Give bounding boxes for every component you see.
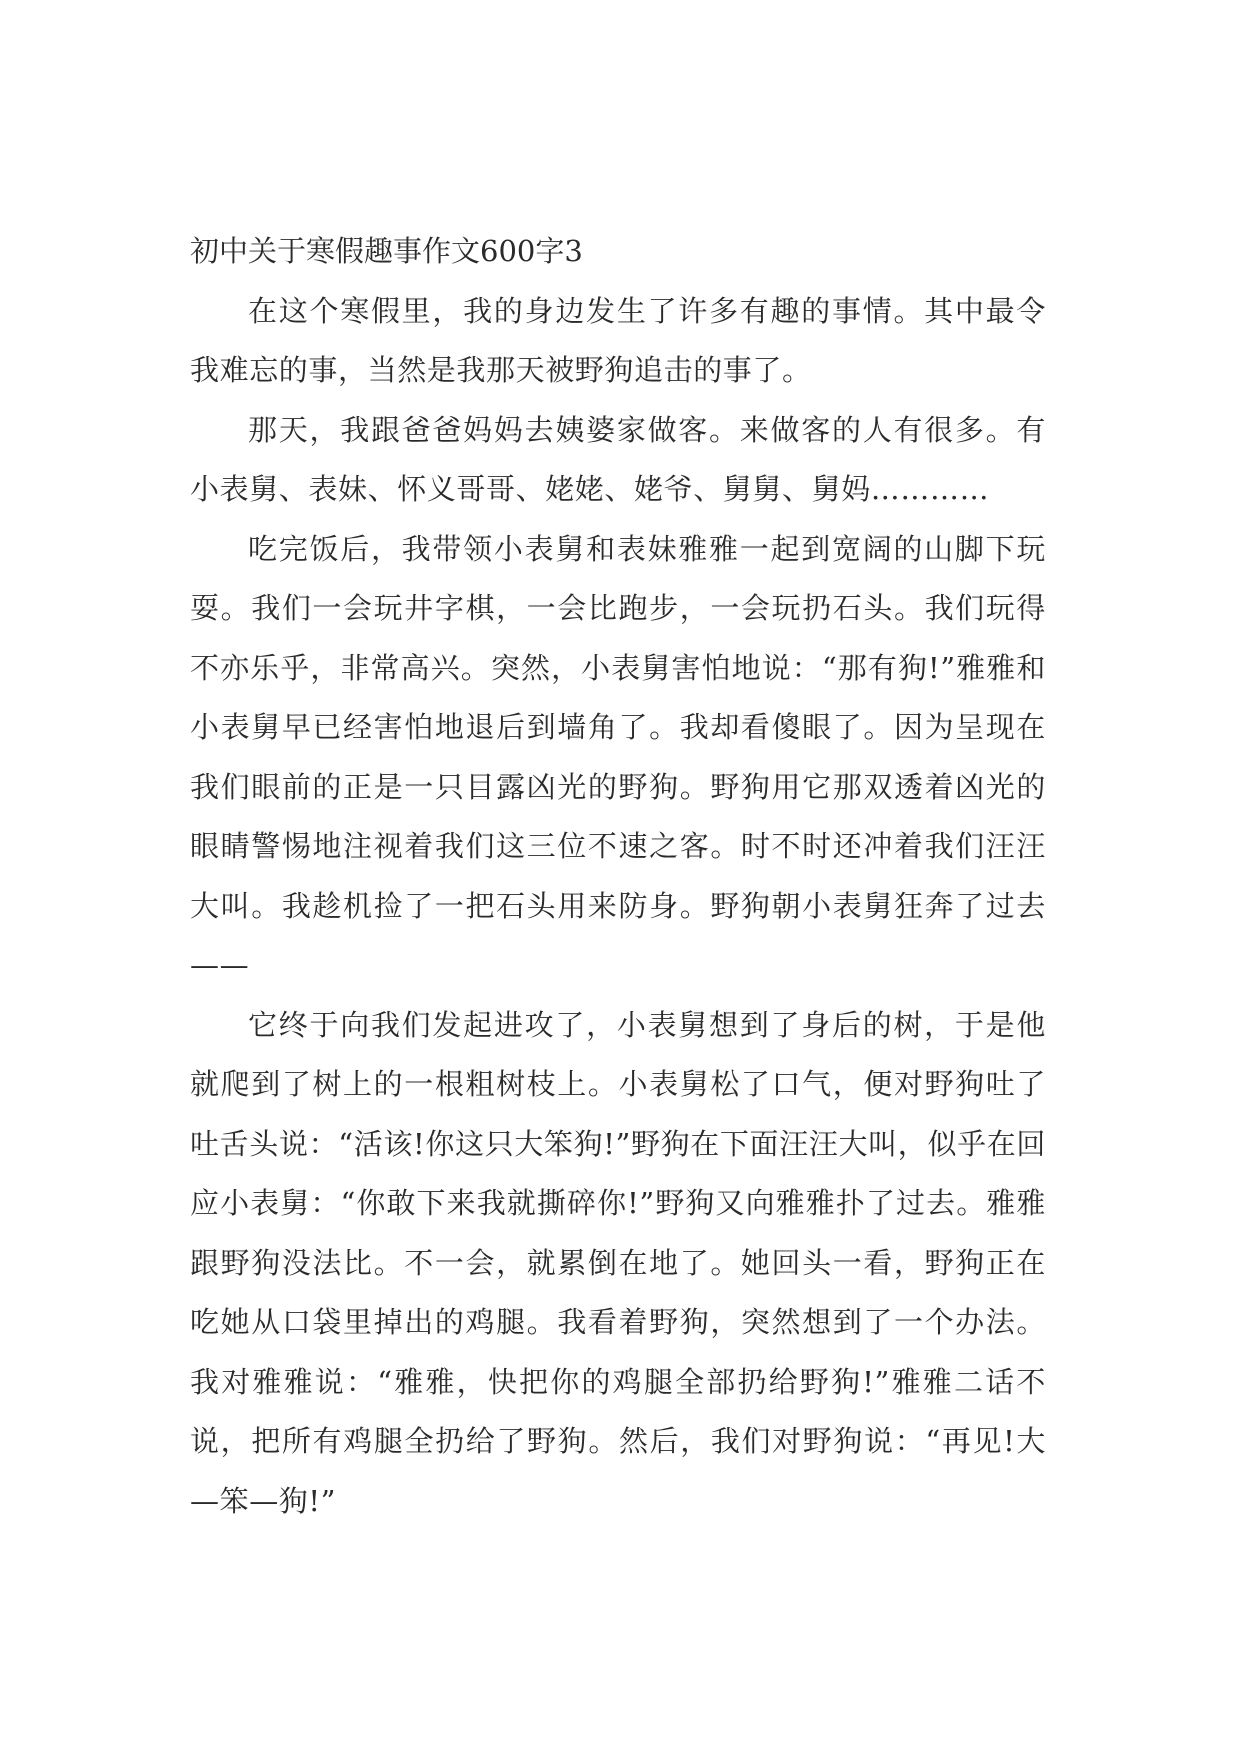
essay-body	[190, 222, 1046, 1531]
paragraph-3: 吃完饭后，我带领小表舅和表妹雅雅一起到宽阔的山脚下玩耍。我们一会玩井字棋，一会比跑步，一会玩扔石头。我们玩得不亦乐乎，非常高兴。突然，小表舅害怕地说：“那有狗!”雅雅和小表舅早已经害怕地退后到墙角了。我却看傻眼了。因为呈现在我们眼前的正是一只目露凶光的野狗。野狗用它那双透着凶光的眼睛警惕地注视着我们这三位不速之客。时不时还冲着我们汪汪大叫。我趁机捡了一把石头用来防身。野狗朝小表舅狂奔了过去——	[190, 531, 1046, 982]
essay-title: 初中关于寒假趣事作文600字3	[190, 234, 583, 268]
paragraph-2: 那天，我跟爸爸妈妈去姨婆家做客。来做客的人有很多。有小表舅、表妹、怀义哥哥、姥姥、姥爷、舅舅、舅妈…………	[190, 412, 1046, 506]
paragraph-1: 在这个寒假里，我的身边发生了许多有趣的事情。其中最令我难忘的事，当然是我那天被野狗追击的事了。	[190, 293, 1046, 387]
paragraph-4: 它终于向我们发起进攻了，小表舅想到了身后的树，于是他就爬到了树上的一根粗树枝上。小表舅松了口气，便对野狗吐了吐舌头说：“活该!你这只大笨狗!”野狗在下面汪汪大叫，似乎在回应小表舅：“你敢下来我就撕碎你!”野狗又向雅雅扑了过去。雅雅跟野狗没法比。不一会，就累倒在地了。她回头一看，野狗正在吃她从口袋里掉出的鸡腿。我看着野狗，突然想到了一个办法。我对雅雅说：“雅雅，快把你的鸡腿全部扔给野狗!”雅雅二话不说，把所有鸡腿全扔给了野狗。然后，我们对野狗说：“再见!大—笨—狗!”	[190, 1007, 1046, 1518]
